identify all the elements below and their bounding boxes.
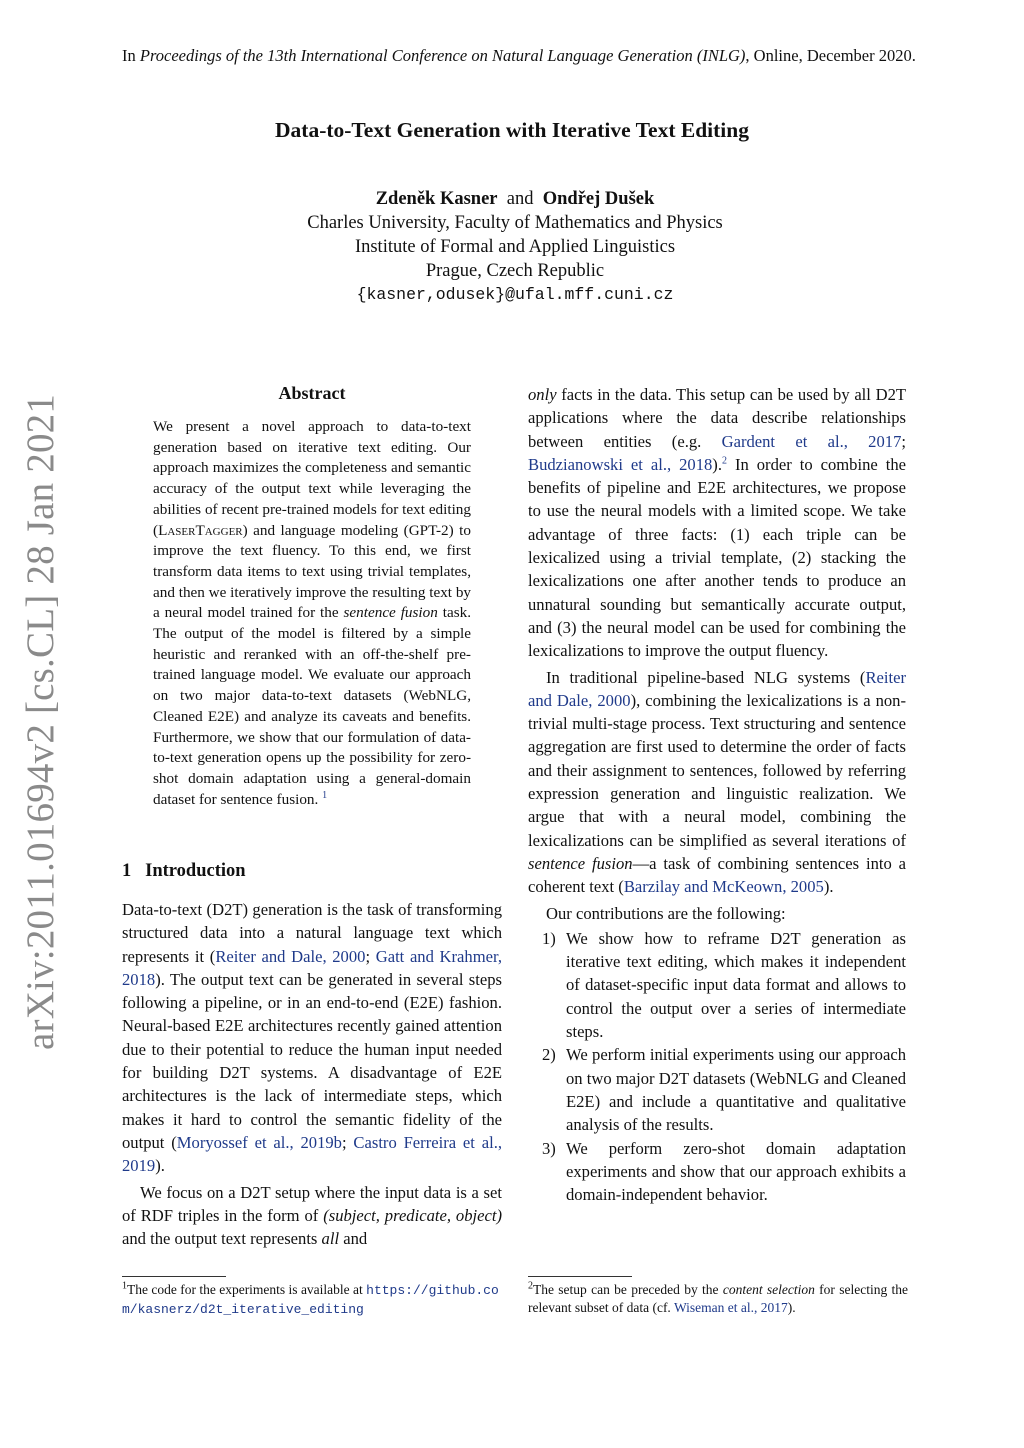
- intro-paragraph-3: In traditional pipeline-based NLG systems (Reiter and Dale, 2000), combining the lexicalizations is a non-trivial multi-stage process. Text structuring and sentence aggregation are first used to determine the order of facts and their assignment to sentences, followed by referring expression generation and linguistic realization. We argue that with a neural model, combining the lexicalizations can be simplified as several iterations of sentence fusion—a task of combining sentences into a coherent text (Barzilay and McKeown, 2005).: [528, 667, 906, 897]
- author-emails: {kasner,odusek}@ufal.mff.cuni.cz: [356, 285, 674, 304]
- author-1: Zdeněk Kasner: [375, 189, 498, 209]
- author-block: [0, 187, 1024, 307]
- affiliation-1: Charles University, Faculty of Mathematics and Physics: [307, 213, 723, 233]
- citation-link[interactable]: Gatt and Krahmer, 2018: [122, 946, 503, 989]
- citation-link[interactable]: Moryossef et al., 2019b: [176, 1132, 342, 1152]
- intro-left-column: [122, 898, 502, 1250]
- footnote-rule: [122, 1276, 226, 1277]
- lasertagger-name: LaserTagger: [158, 521, 243, 539]
- venue-note: In Proceedings of the 13th International Conference on Natural Language Generation (INLG), Online, December 2020.: [122, 46, 916, 65]
- citation-link[interactable]: Budzianowski et al., 2018: [528, 454, 713, 474]
- intro-right-column: [528, 383, 906, 1206]
- citation-link[interactable]: Barzilay and McKeown, 2005: [623, 877, 824, 897]
- arxiv-stamp: arXiv:2011.01694v2 [cs.CL] 28 Jan 2021: [19, 393, 62, 1050]
- section-heading-introduction: 1 Introduction: [122, 861, 246, 881]
- footnote-rule: [528, 1276, 632, 1277]
- code-url-link[interactable]: https://github.com/kasnerz/d2t_iterative_editing: [122, 1283, 499, 1317]
- footnote-ref-2[interactable]: 2: [721, 455, 727, 467]
- contributions-list: [528, 927, 906, 1207]
- affiliation-2: Institute of Formal and Applied Linguistics: [354, 237, 676, 257]
- contribution-item: 1) We show how to reframe D2T generation as iterative text editing, which makes it independent of dataset-specific input data format and allows to control the output over a series of intermediate steps.: [542, 928, 906, 1042]
- author-names: [0, 187, 1024, 211]
- abstract-heading: Abstract: [278, 383, 346, 403]
- paper-title: Data-to-Text Generation with Iterative Text Editing: [275, 118, 749, 142]
- citation-link[interactable]: Gardent et al., 2017: [721, 431, 902, 451]
- citation-link[interactable]: Wiseman et al., 2017: [673, 1300, 788, 1315]
- footnote-2: $^2$The setup can be preceded by the content selection for selecting the relevant subset of data (cf. Wiseman et al., 2017).: [528, 1280, 908, 1315]
- contribution-item: 2) We perform initial experiments using our approach on two major D2T datasets (WebNLG and Cleaned E2E) and include a quantitative and qualitative analysis of the results.: [542, 1045, 906, 1135]
- footnote-area-left: [122, 1276, 502, 1319]
- author-conjunction: and: [506, 189, 534, 209]
- proceedings-name: Proceedings of the 13th International Conference on Natural Language Generation (INLG): [139, 46, 746, 65]
- intro-paragraph-2-cont: only facts in the data. This setup can be used by all D2T applications where the data describe relationships between entities (e.g. Gardent et al., 2017; Budzianowski et al., 2018).$^2$ In order to combine the benefits of pipeline and E2E architectures, we propose to use the neural models with a limited scope. We take advantage of three facts: (1) each triple can be lexicalized using a trivial template, (2) stacking the lexicalizations one after another tends to produce an unnatural sounding but semantically accurate output, and (3) the neural model can be used for combining the lexicalizations to improve the output fluency.: [528, 385, 906, 661]
- footnote-area-right: [528, 1276, 908, 1317]
- abstract-text: We present a novel approach to data-to-text generation based on iterative text editing. Our approach maximizes the completeness and semantic accuracy of the output text while leveraging the abilities of recent pre-trained models for text editing (LaserTagger) and language modeling (GPT-2) to improve the text fluency. To this end, we first transform data items to text using trivial templates, and then we iteratively improve the resulting text by a neural model trained for the sentence fusion task. The output of the model is filtered by a simple heuristic and reranked with an off-the-shelf pre-trained language model. We evaluate our approach on two major data-to-text datasets (WebNLG, Cleaned E2E) and analyze its caveats and benefits. Furthermore, we show that our formulation of data-to-text generation opens up the possibility for zero-shot domain adaptation using a general-domain dataset for sentence fusion. $^1$: [153, 418, 472, 808]
- citation-link[interactable]: Reiter and Dale, 2000: [528, 667, 906, 710]
- intro-paragraph-1: Data-to-text (D2T) generation is the task of transforming structured data into a natural language text which represents it (Reiter and Dale, 2000; Gatt and Krahmer, 2018). The output text can be generated in several steps following a pipeline, or in an end-to-end (E2E) fashion. Neural-based E2E architectures recently gained attention due to their potential to reduce the human input needed for building D2T systems. A disadvantage of E2E architectures is the lack of intermediate steps, which makes it hard to control the semantic fidelity of the output (Moryossef et al., 2019b; Castro Ferreira et al., 2019).: [122, 900, 503, 1176]
- footnote-ref-1[interactable]: 1: [322, 789, 328, 801]
- citation-link[interactable]: Castro Ferreira et al., 2019: [122, 1132, 502, 1176]
- author-2: Ondřej Dušek: [542, 189, 655, 209]
- citation-link[interactable]: Reiter and Dale, 2000: [215, 946, 366, 966]
- contribution-item: 3) We perform zero-shot domain adaptation experiments and show that our approach exhibits a domain-independent behavior.: [542, 1138, 906, 1205]
- affiliation-location: Prague, Czech Republic: [425, 261, 605, 281]
- intro-paragraph-4: Our contributions are the following:: [546, 903, 786, 923]
- intro-paragraph-2: We focus on a D2T setup where the input data is a set of RDF triples in the form of (subject, predicate, object) and the output text represents all and: [122, 1182, 502, 1249]
- footnote-1: $^1$The code for the experiments is available at https://github.com/kasnerz/d2t_iterative_editing: [122, 1280, 499, 1317]
